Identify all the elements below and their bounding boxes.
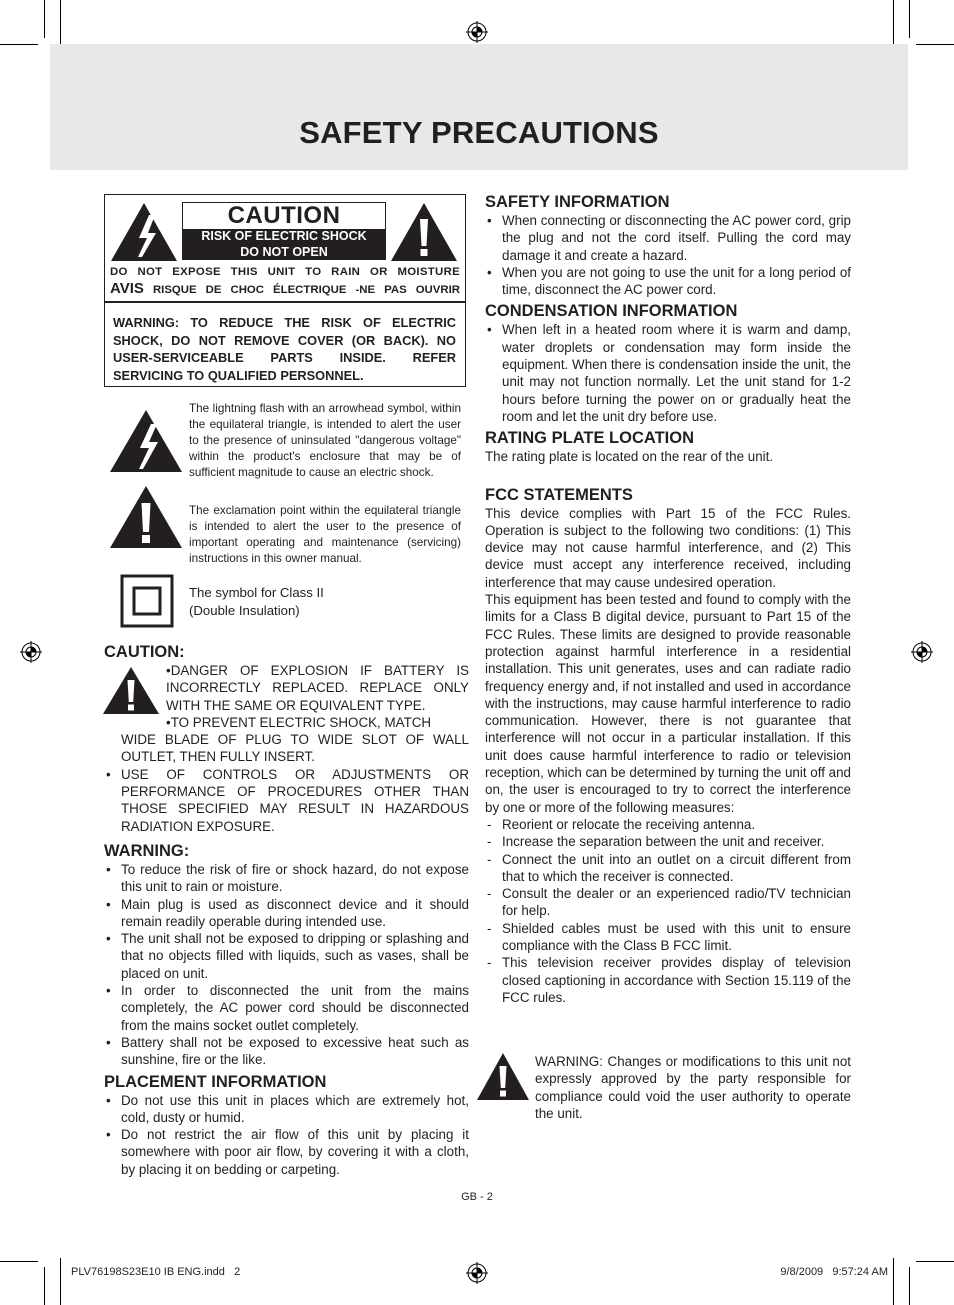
list-item: • When left in a heated room where it is warm and damp, water droplets or condensation may form inside the equipment. When there is condensation inside the unit, the unit may not function normally. Let the unit stand for 1-2 hours before turning the power on or gradually heat the room and let the unit dry before use. xyxy=(485,321,851,425)
caution-title-block xyxy=(182,202,386,260)
page-title: SAFETY PRECAUTIONS xyxy=(299,115,659,150)
crop-mark xyxy=(909,1267,910,1305)
avis-line xyxy=(110,281,460,298)
caution-item-2-start: •TO PREVENT ELECTRIC SHOCK, MATCH xyxy=(166,714,432,730)
caution-title: CAUTION xyxy=(227,202,341,229)
divider xyxy=(105,301,465,303)
right-column xyxy=(485,192,851,1006)
crop-mark xyxy=(916,1261,954,1262)
fcc-paragraph-1: This device complies with Part 15 of the FCC Rules. Operation is subject to the following two conditions: (1) This device may not cause harmful interference, and (2) This device must accept any interference received, including interference that may cause undesired operation. xyxy=(485,505,851,590)
crop-mark xyxy=(60,1258,61,1305)
exclamation-warning-icon xyxy=(108,484,184,550)
class-ii-double-insulation-icon xyxy=(120,574,174,628)
slug-timestamp: 9/8/2009 9:57:24 AM xyxy=(780,1266,888,1278)
list-item: • When you are not going to use the unit for a long period of time, disconnect the AC power cord. xyxy=(485,264,851,299)
caution-item-1: •DANGER OF EXPLOSION IF BATTERY IS INCORRECTLY REPLACED. REPLACE ONLY WITH THE SAME OR EQUIVALENT TYPE. xyxy=(166,663,469,713)
crop-mark xyxy=(0,44,38,45)
crop-mark xyxy=(916,44,954,45)
crop-mark xyxy=(0,1261,38,1262)
risk-of-shock-bar xyxy=(183,229,385,259)
list-item: - Shielded cables must be used with this unit to ensure compliance with the Class B FCC limit. xyxy=(485,920,851,955)
fcc-measures-list xyxy=(485,816,851,1006)
do-not-expose-text: DO NOT EXPOSE THIS UNIT TO RAIN OR MOISTURE xyxy=(110,266,460,278)
class-ii-line-2: (Double Insulation) xyxy=(189,602,300,618)
list-item: • In order to disconnected the unit from the mains completely, the AC power cord should be disconnected from the mains socket outlet completely. xyxy=(104,982,469,1034)
fcc-heading: FCC STATEMENTS xyxy=(485,485,633,504)
class-ii-line-1: The symbol for Class II xyxy=(189,585,324,600)
crop-mark xyxy=(893,1258,894,1305)
list-item: • USE OF CONTROLS OR ADJUSTMENTS OR PERFORMANCE OF PROCEDURES OTHER THAN THOSE SPECIFIED MAY RESULT IN HAZARDOUS RADIATION EXPOSURE. xyxy=(104,766,469,835)
registration-mark-icon xyxy=(20,641,42,663)
list-item: • Battery shall not be exposed to excessive heat such as sunshine, fire or the like. xyxy=(104,1034,469,1069)
list-item: • To reduce the risk of fire or shock hazard, do not expose this unit to rain or moisture. xyxy=(104,861,469,896)
exclamation-warning-icon xyxy=(476,1052,530,1102)
caution-label-box xyxy=(104,194,466,387)
list-item: - Connect the unit into an outlet on a circuit different from that to which the receiver is connected. xyxy=(485,851,851,886)
list-item: - Consult the dealer or an experienced radio/TV technician for help. xyxy=(485,885,851,920)
list-item: - Reorient or relocate the receiving antenna. xyxy=(485,816,851,833)
list-item: • Do not use this unit in places which are extremely hot, cold, dusty or humid. xyxy=(104,1092,469,1127)
list-item: • The unit shall not be exposed to dripping or splashing and that no objects filled with liquids, such as vases, shall be placed on unit. xyxy=(104,930,469,982)
slug-file-name: PLV76198S23E10 IB ENG.indd 2 xyxy=(71,1266,241,1278)
list-item: • Do not restrict the air flow of this unit by placing it somewhere with poor air flow, by covering it with a cloth, by placing it on bedding or carpeting. xyxy=(104,1126,469,1178)
registration-mark-icon xyxy=(466,1262,488,1284)
rating-plate-heading: RATING PLATE LOCATION xyxy=(485,429,694,448)
caution-list xyxy=(104,766,469,835)
avis-text: RISQUE DE CHOC ÉLECTRIQUE -NE PAS OUVRIR xyxy=(152,284,460,296)
caution-content xyxy=(104,662,469,835)
registration-mark-icon xyxy=(911,641,933,663)
exclamation-warning-icon xyxy=(389,201,459,263)
safety-info-list xyxy=(485,212,851,298)
title-banner xyxy=(50,44,908,170)
list-item: • Main plug is used as disconnect device and it should remain readily operable during intended use. xyxy=(104,896,469,931)
lightning-warning-icon xyxy=(108,408,184,474)
caution-section xyxy=(104,642,469,1178)
rating-plate-text: The rating plate is located on the rear of the unit. xyxy=(485,449,774,465)
fcc-paragraph-2: This equipment has been tested and found to comply with the limits for a Class B digital device, pursuant to Part 15 of the FCC Rules. These limits are designed to provide reasonable protection against harmful interference in a residential installation. This unit generates, uses and can radiate radio frequency energy and, if not installed and used in accordance with the instructions, may cause harmful interference to radio communication. However, there is not guarantee that interference will not occur in a particular installation. If this unit does cause harmful interference to radio or television reception, which can be determined by turning the unit off and on, the user is encouraged to try to correct the interference by one or more of the following measures: xyxy=(485,592,851,815)
exclamation-warning-icon xyxy=(102,666,160,716)
crop-mark xyxy=(44,1267,45,1305)
registration-mark-icon xyxy=(466,21,488,43)
lightning-warning-icon xyxy=(109,201,179,263)
list-item: • When connecting or disconnecting the AC power cord, grip the plug and not the cord itself. Pulling the cord may damage it and create a hazard. xyxy=(485,212,851,264)
condensation-list xyxy=(485,321,851,425)
class-ii-text xyxy=(189,584,461,619)
placement-heading: PLACEMENT INFORMATION xyxy=(104,1072,327,1091)
list-item: - This television receiver provides display of television closed captioning in accordance with Section 15.119 of the FCC rules. xyxy=(485,954,851,1006)
risk-line-2: DO NOT OPEN xyxy=(240,244,328,259)
caution-box-warning: WARNING: TO REDUCE THE RISK OF ELECTRIC SHOCK, DO NOT REMOVE COVER (OR BACK). NO USER-SERVICEABLE PARTS INSIDE. REFER SERVICING TO QUALIFIED PERSONNEL. xyxy=(113,315,456,383)
crop-mark xyxy=(909,0,910,38)
crop-mark xyxy=(60,0,61,48)
condensation-heading: CONDENSATION INFORMATION xyxy=(485,302,738,321)
list-item: - Increase the separation between the unit and receiver. xyxy=(485,833,851,850)
exclamation-symbol-text: The exclamation point within the equilateral triangle is intended to alert the user to the presence of important operating and maintenance (servicing) instructions in this owner manual. xyxy=(189,504,461,565)
crop-mark xyxy=(893,0,894,48)
lightning-symbol-text: The lightning flash with an arrowhead symbol, within the equilateral triangle, is intended to alert the user to the presence of uninsulated "dangerous voltage" within the product's enclosure that may be of sufficient magnitude to cause an electric shock. xyxy=(189,402,461,479)
caution-item-2-rest: WIDE BLADE OF PLUG TO WIDE SLOT OF WALL OUTLET, THEN FULLY INSERT. xyxy=(121,732,469,765)
page-number: GB - 2 xyxy=(461,1191,493,1203)
placement-list xyxy=(104,1092,469,1178)
avis-label: AVIS xyxy=(110,280,144,297)
warning-list xyxy=(104,861,469,1069)
caution-heading: CAUTION: xyxy=(104,643,185,661)
crop-mark xyxy=(44,0,45,38)
risk-line-1: RISK OF ELECTRIC SHOCK xyxy=(201,229,367,243)
warning-heading: WARNING: xyxy=(104,841,190,860)
fcc-warning-text: WARNING: Changes or modifications to this unit not expressly approved by the party responsible for compliance could void the user authority to operate the unit. xyxy=(535,1054,851,1121)
safety-info-heading: SAFETY INFORMATION xyxy=(485,193,670,211)
